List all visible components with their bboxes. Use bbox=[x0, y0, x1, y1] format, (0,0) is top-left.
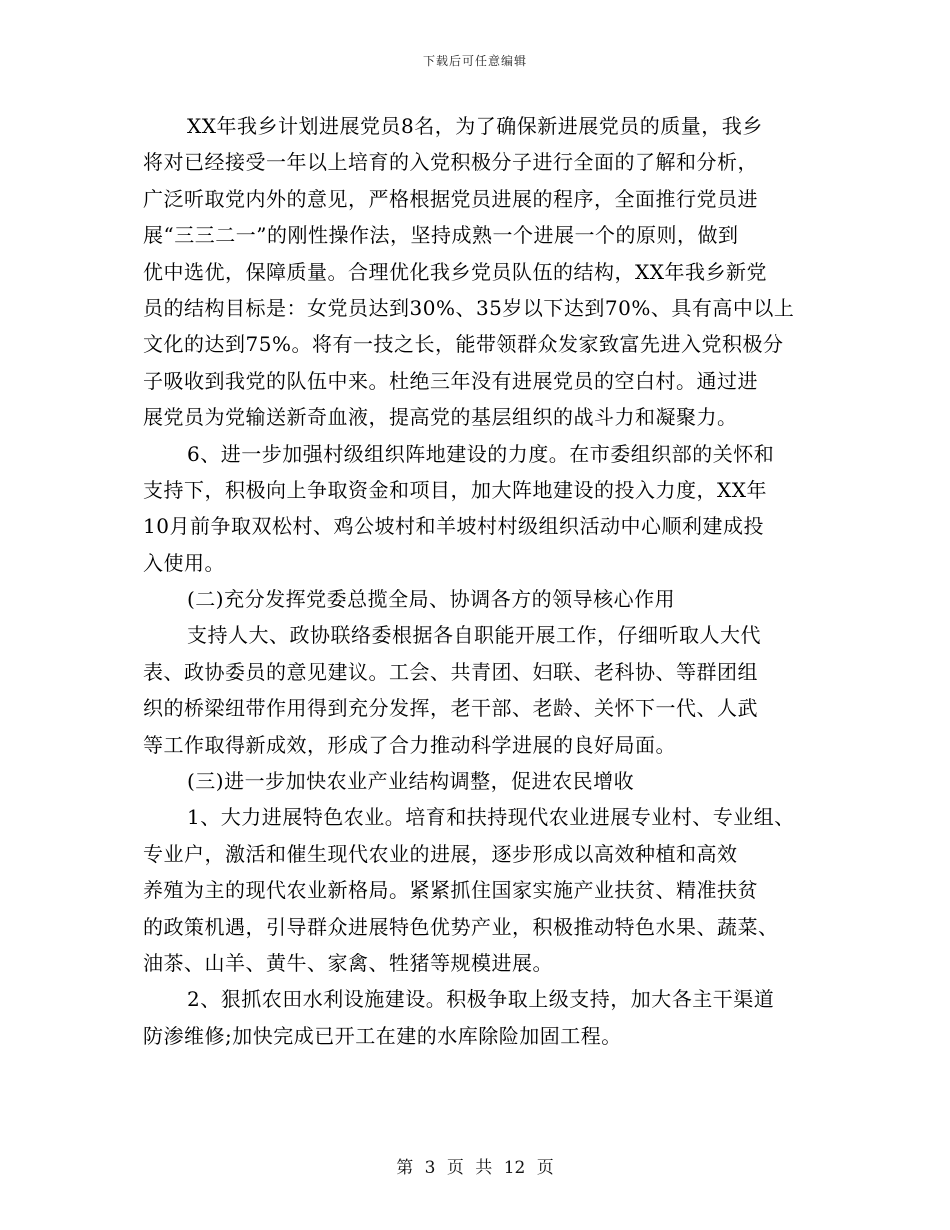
body-line: 的政策机遇，引导群众进展特色优势产业，积极推动特色水果、蔬菜、 bbox=[143, 914, 779, 939]
body-line: 支持人大、政协联络委根据各自职能开展工作，仔细听取人大代 bbox=[187, 623, 761, 648]
body-line: 6、进一步加强村级组织阵地建设的力度。在市委组织部的关怀和 bbox=[187, 441, 775, 466]
body-line: 优中选优，保障质量。合理优化我乡党员队伍的结构，XX年我乡新党 bbox=[143, 259, 767, 284]
body-line: XX年我乡计划进展党员8名，为了确保新进展党员的质量，我乡 bbox=[187, 114, 763, 138]
body-line: 入使用。 bbox=[143, 550, 225, 575]
body-line: 将对已经接受一年以上培育的入党积极分子进行全面的了解和分析， bbox=[143, 150, 758, 175]
body-line: 养殖为主的现代农业新格局。紧紧抓住国家实施产业扶贫、精准扶贫 bbox=[143, 878, 758, 903]
body-line: 1、大力进展特色农业。培育和扶持现代农业进展专业村、专业组、 bbox=[187, 805, 795, 830]
page-number-footer: 第 3 页 共 12 页 bbox=[396, 1158, 554, 1178]
body-line: 子吸收到我党的队伍中来。杜绝三年没有进展党员的空白村。通过进 bbox=[143, 368, 758, 393]
body-line: 2、狠抓农田水利设施建设。积极争取上级支持，加大各主干渠道 bbox=[187, 987, 775, 1012]
header-note: 下载后可任意编辑 bbox=[422, 54, 527, 68]
body-line: 文化的达到75%。将有一技之长，能带领群众发家致富先进入党积极分 bbox=[143, 332, 784, 357]
section-heading: (二)充分发挥党委总揽全局、协调各方的领导核心作用 bbox=[187, 587, 676, 612]
body-line: 表、政协委员的意见建议。工会、共青团、妇联、老科协、等群团组 bbox=[143, 659, 758, 684]
body-line: 广泛听取党内外的意见，严格根据党员进展的程序，全面推行党员进 bbox=[143, 186, 758, 211]
body-line: 专业户，激活和催生现代农业的进展，逐步形成以高效种植和高效 bbox=[143, 841, 738, 866]
body-line: 员的结构目标是：女党员达到30%、35岁以下达到70%、具有高中以上 bbox=[143, 295, 795, 320]
body-line: 展党员为党输送新奇血液，提高党的基层组织的战斗力和凝聚力。 bbox=[143, 405, 738, 430]
body-line: 油茶、山羊、黄牛、家禽、牲猪等规模进展。 bbox=[143, 950, 553, 975]
body-line: 织的桥梁纽带作用得到充分发挥，老干部、老龄、关怀下一代、人武 bbox=[143, 696, 758, 721]
body-line: 支持下，积极向上争取资金和项目，加大阵地建设的投入力度，XX年 bbox=[143, 477, 767, 502]
section-heading: (三)进一步加快农业产业结构调整，促进农民增收 bbox=[187, 769, 635, 794]
body-line: 等工作取得新成效，形成了合力推动科学进展的良好局面。 bbox=[143, 732, 676, 757]
body-line: 10月前争取双松村、鸡公坡村和羊坡村村级组织活动中心顺利建成投 bbox=[143, 514, 764, 539]
body-line: 展“三三二一”的刚性操作法，坚持成熟一个进展一个的原则，做到 bbox=[143, 223, 739, 248]
body-line: 防渗维修;加快完成已开工在建的水库除险加固工程。 bbox=[143, 1023, 622, 1048]
document-body bbox=[143, 108, 813, 1054]
